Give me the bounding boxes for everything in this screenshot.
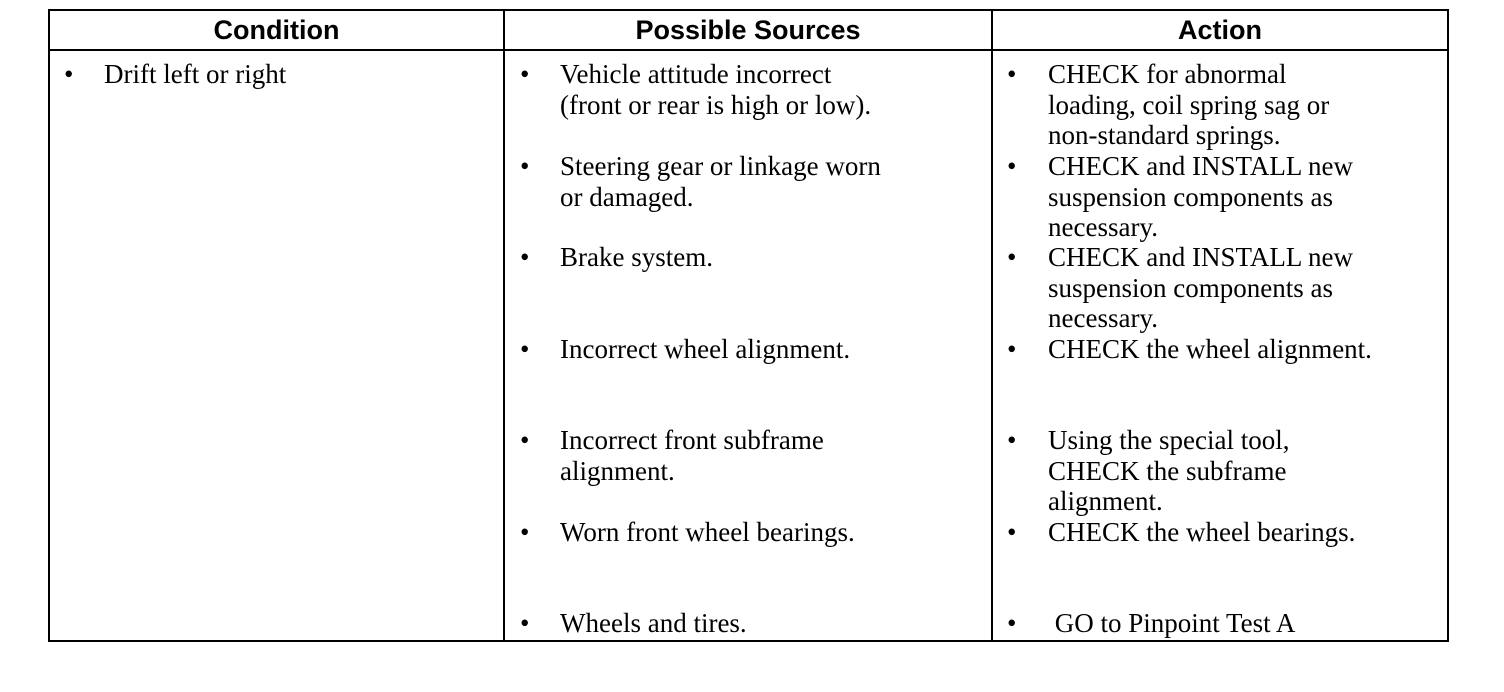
action-line: suspension components as (1048, 181, 1333, 212)
source-line: Brake system. (560, 242, 713, 272)
action-line: GO to Pinpoint Test A (1048, 608, 1296, 638)
action-line: non-standard springs. (1048, 120, 1281, 150)
source-line: Wheels and tires. (560, 608, 747, 638)
source-line: Steering gear or linkage worn (560, 151, 881, 181)
action-line: necessary. (1048, 212, 1158, 242)
action-line: necessary. (1048, 303, 1158, 333)
bullet-icon: • (1007, 242, 1017, 272)
source-line: (front or rear is high or low). (560, 89, 872, 120)
bullet-icon: • (1007, 59, 1017, 89)
source-item (560, 59, 871, 120)
source-line: or damaged. (560, 181, 694, 212)
bullet-icon: • (520, 151, 530, 181)
action-item (1048, 334, 1372, 365)
action-line: alignment. (1048, 486, 1163, 516)
condition-text: Drift left or right (104, 59, 287, 89)
bullet-icon: • (520, 334, 530, 364)
source-line: Worn front wheel bearings. (560, 517, 855, 547)
action-item (1048, 151, 1353, 243)
source-line: alignment. (560, 455, 675, 486)
diagnosis-table (48, 9, 1449, 642)
source-item (560, 242, 713, 273)
source-item (560, 334, 850, 365)
source-item (560, 517, 855, 548)
action-line: CHECK and INSTALL new (1048, 151, 1354, 181)
header-possible-sources: Possible Sources (635, 15, 861, 45)
bullet-icon: • (520, 425, 530, 455)
bullet-icon: • (520, 608, 530, 638)
action-line: CHECK the subframe (1048, 455, 1287, 486)
source-item (560, 425, 824, 486)
action-item (1048, 242, 1353, 334)
source-item (560, 151, 881, 212)
column-divider (503, 11, 505, 640)
action-line: CHECK the wheel bearings. (1048, 517, 1356, 547)
action-line: CHECK and INSTALL new (1048, 242, 1354, 272)
source-line: Incorrect front subframe (560, 425, 824, 455)
bullet-icon: • (1007, 151, 1017, 181)
action-line: Using the special tool, (1048, 425, 1290, 455)
bullet-icon: • (520, 59, 530, 89)
action-line: suspension components as (1048, 272, 1333, 303)
bullet-icon: • (1007, 425, 1017, 455)
action-line: loading, coil spring sag or (1048, 89, 1330, 120)
bullet-icon: • (520, 242, 530, 272)
action-item (1048, 59, 1329, 151)
action-line: CHECK for abnormal (1048, 59, 1287, 89)
bullet-icon: • (1007, 334, 1017, 364)
action-item (1048, 517, 1355, 548)
header-action: Action (1178, 15, 1262, 45)
bullet-icon: • (520, 517, 530, 547)
bullet-icon: • (64, 59, 74, 89)
column-divider (991, 11, 993, 640)
action-item (1048, 608, 1295, 639)
header-condition: Condition (213, 15, 340, 45)
source-line: Incorrect wheel alignment. (560, 334, 851, 364)
header-row (50, 11, 1447, 51)
bullet-icon: • (1007, 517, 1017, 547)
action-item (1048, 425, 1289, 517)
action-line: CHECK the wheel alignment. (1048, 334, 1372, 364)
source-line: Vehicle attitude incorrect (560, 59, 832, 89)
source-item (560, 608, 747, 639)
bullet-icon: • (1007, 608, 1017, 638)
